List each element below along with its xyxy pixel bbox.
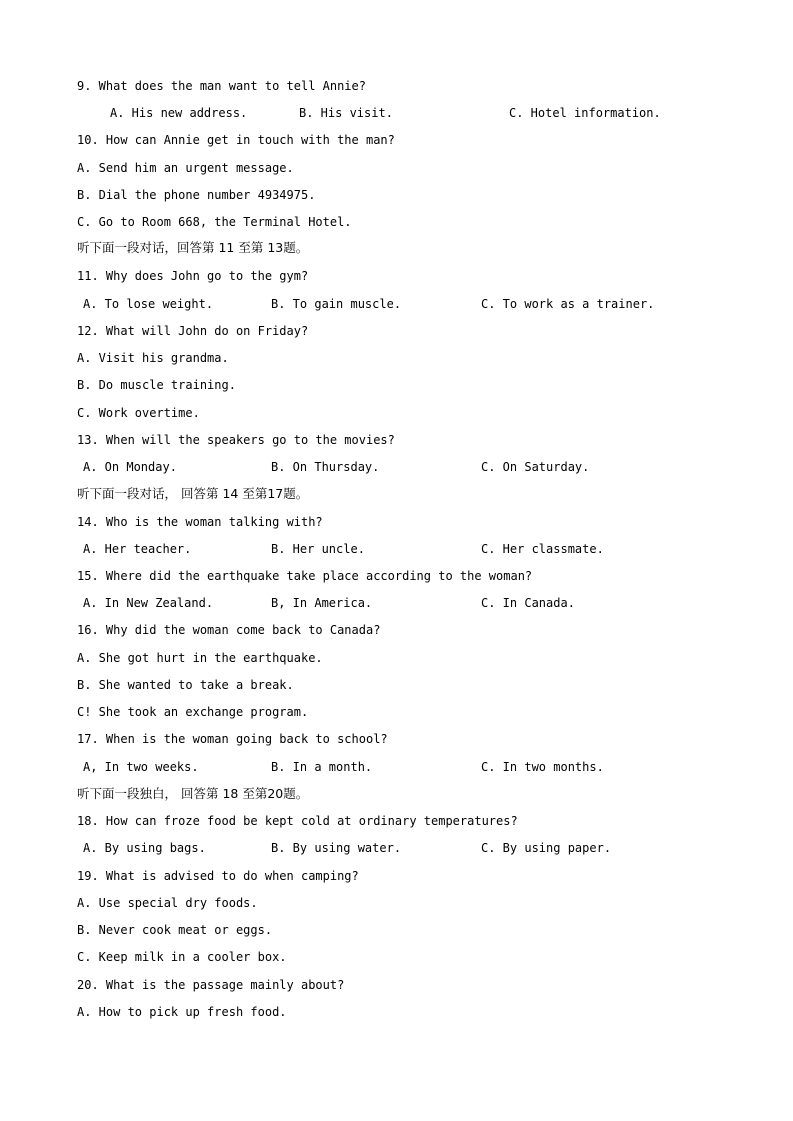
option-14c: C. Her classmate. — [481, 542, 604, 556]
question-15: 15. Where did the earthquake take place according to the woman? — [77, 569, 533, 583]
option-19c: C. Keep milk in a cooler box. — [77, 950, 287, 964]
section-heading-18-20: 听下面一段独白， 回答第 18 至第20题。 — [77, 786, 309, 801]
option-15c: C. In Canada. — [481, 596, 575, 610]
question-10: 10. How can Annie get in touch with the man? — [77, 133, 395, 147]
question-20: 20. What is the passage mainly about? — [77, 978, 345, 992]
question-18: 18. How can froze food be kept cold at ordinary temperatures? — [77, 814, 518, 828]
section-heading-14-17: 听下面一段对话， 回答第 14 至第17题。 — [77, 486, 309, 501]
option-16b: B. She wanted to take a break. — [77, 678, 294, 692]
option-18a: A. By using bags. — [83, 841, 206, 855]
option-13c: C. On Saturday. — [481, 460, 590, 474]
question-9: 9. What does the man want to tell Annie? — [77, 79, 366, 93]
option-14b: B. Her uncle. — [271, 542, 365, 556]
option-17a: A, In two weeks. — [83, 760, 199, 774]
question-16: 16. Why did the woman come back to Canada? — [77, 623, 381, 637]
question-17: 17. When is the woman going back to school? — [77, 732, 388, 746]
option-19b: B. Never cook meat or eggs. — [77, 923, 273, 937]
option-10b: B. Dial the phone number 4934975. — [77, 188, 316, 202]
option-12a: A. Visit his grandma. — [77, 351, 229, 365]
option-14a: A. Her teacher. — [83, 542, 192, 556]
question-13: 13. When will the speakers go to the movies? — [77, 433, 395, 447]
question-12: 12. What will John do on Friday? — [77, 324, 309, 338]
option-13b: B. On Thursday. — [271, 460, 380, 474]
option-17c: C. In two months. — [481, 760, 604, 774]
option-11a: A. To lose weight. — [83, 297, 214, 311]
option-16c: C! She took an exchange program. — [77, 705, 309, 719]
option-18b: B. By using water. — [271, 841, 402, 855]
question-11: 11. Why does John go to the gym? — [77, 269, 309, 283]
option-10a: A. Send him an urgent message. — [77, 161, 294, 175]
option-10c: C. Go to Room 668, the Terminal Hotel. — [77, 215, 352, 229]
question-19: 19. What is advised to do when camping? — [77, 869, 359, 883]
option-18c: C. By using paper. — [481, 841, 612, 855]
option-20a: A. How to pick up fresh food. — [77, 1005, 287, 1019]
question-14: 14. Who is the woman talking with? — [77, 515, 323, 529]
option-11b: B. To gain muscle. — [271, 297, 402, 311]
option-12b: B. Do muscle training. — [77, 378, 236, 392]
option-9c: C. Hotel information. — [509, 106, 661, 120]
option-16a: A. She got hurt in the earthquake. — [77, 651, 323, 665]
option-13a: A. On Monday. — [83, 460, 177, 474]
option-17b: B. In a month. — [271, 760, 373, 774]
option-11c: C. To work as a trainer. — [481, 297, 655, 311]
option-9b: B. His visit. — [299, 106, 393, 120]
option-15b: B, In America. — [271, 596, 373, 610]
option-19a: A. Use special dry foods. — [77, 896, 258, 910]
option-9a: A. His new address. — [110, 106, 248, 120]
option-15a: A. In New Zealand. — [83, 596, 214, 610]
option-12c: C. Work overtime. — [77, 406, 200, 420]
section-heading-11-13: 听下面一段对话，回答第 11 至第 13题。 — [77, 240, 309, 255]
